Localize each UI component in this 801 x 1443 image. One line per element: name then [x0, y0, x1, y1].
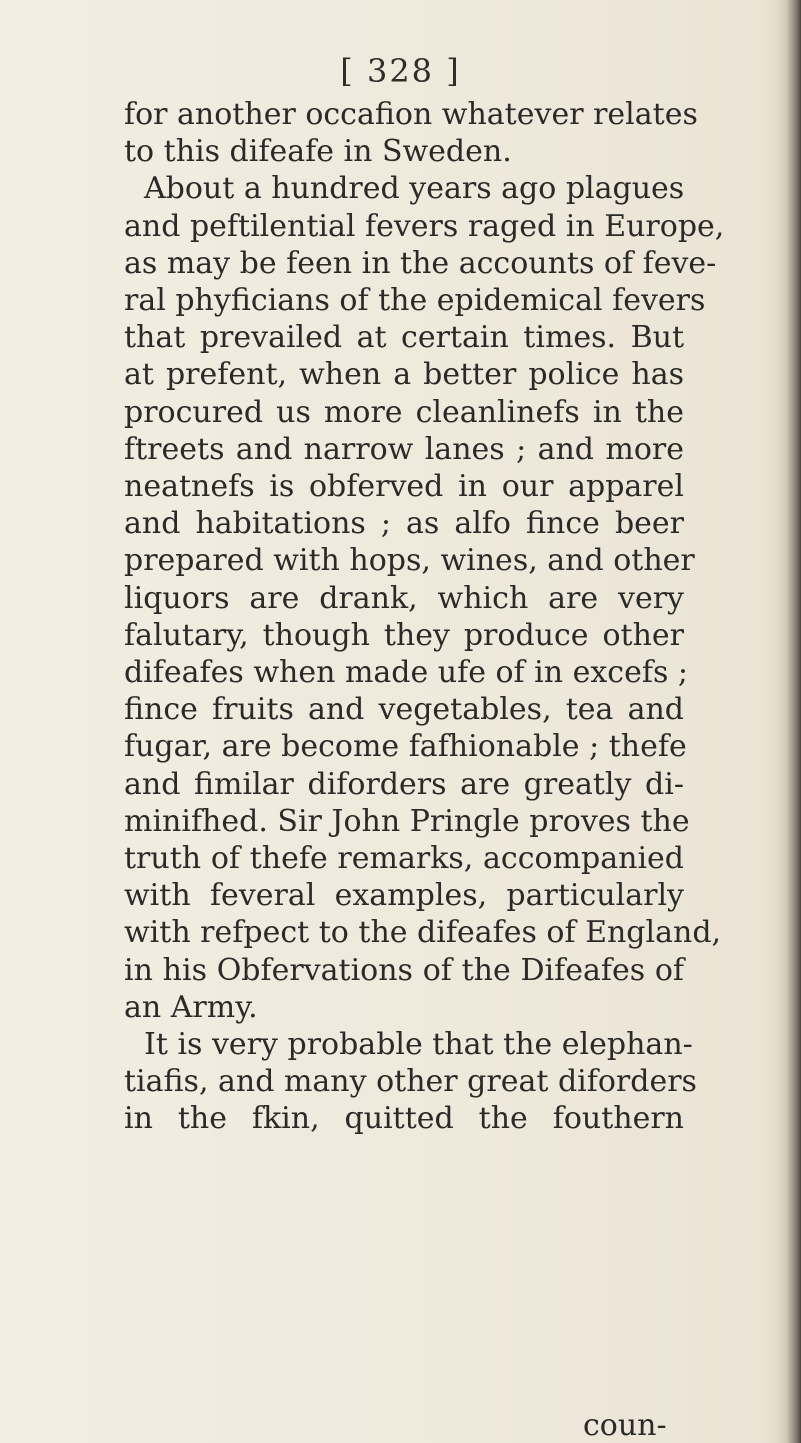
- text-line: procured us more cleanlinefs in the: [124, 394, 684, 430]
- text-line: as may be feen in the accounts of feve-: [124, 245, 717, 281]
- text-line: with feveral examples, particularly: [124, 878, 684, 914]
- text-line: for another occafion whatever relates: [124, 97, 698, 132]
- text-line: in his Obfervations of the Difeafes of: [124, 952, 684, 988]
- text-line: with refpect to the difeafes of England,: [124, 915, 722, 951]
- text-line: liquors are drank, which are very: [124, 580, 684, 616]
- text-line: an Army.: [124, 989, 258, 1025]
- text-line: ftreets and narrow lanes ; and more: [124, 431, 684, 467]
- text-line: difeafes when made ufe of in excefs ;: [124, 655, 689, 691]
- page-edge-shadow: [777, 0, 801, 1443]
- text-line: and peftilential fevers raged in Europe,: [124, 208, 725, 244]
- text-line: truth of thefe remarks, accompanied: [124, 841, 684, 877]
- text-line: falutary, though they produce other: [124, 617, 684, 653]
- text-line: and fimilar diforders are greatly di-: [124, 766, 684, 802]
- text-line: to this difeafe in Sweden.: [124, 134, 512, 170]
- paragraph-start-line: It is very probable that the elephan-: [144, 1027, 693, 1063]
- text-line: tiafis, and many other great diforders: [124, 1064, 697, 1100]
- text-line: that prevailed at certain times. But: [124, 320, 684, 356]
- catchword: coun-: [583, 1408, 667, 1443]
- text-line: at prefent, when a better police has: [124, 357, 684, 393]
- text-line: and habitations ; as alfo fince beer: [124, 506, 684, 542]
- body-text: [124, 96, 725, 1138]
- text-line: prepared with hops, wines, and other: [124, 543, 695, 579]
- text-line: minifhed. Sir John Pringle proves the: [124, 803, 690, 839]
- text-line: neatnefs is obferved in our apparel: [124, 469, 684, 505]
- text-line: fugar, are become fafhionable ; thefe: [124, 729, 687, 765]
- text-line: fince fruits and vegetables, tea and: [124, 692, 684, 728]
- text-line: ral phyficians of the epidemical fevers: [124, 283, 706, 319]
- paragraph-start-line: About a hundred years ago plagues: [144, 171, 685, 207]
- page-number-header: [ 328 ]: [340, 52, 461, 90]
- text-line: in the fkin, quitted the fouthern: [124, 1101, 684, 1137]
